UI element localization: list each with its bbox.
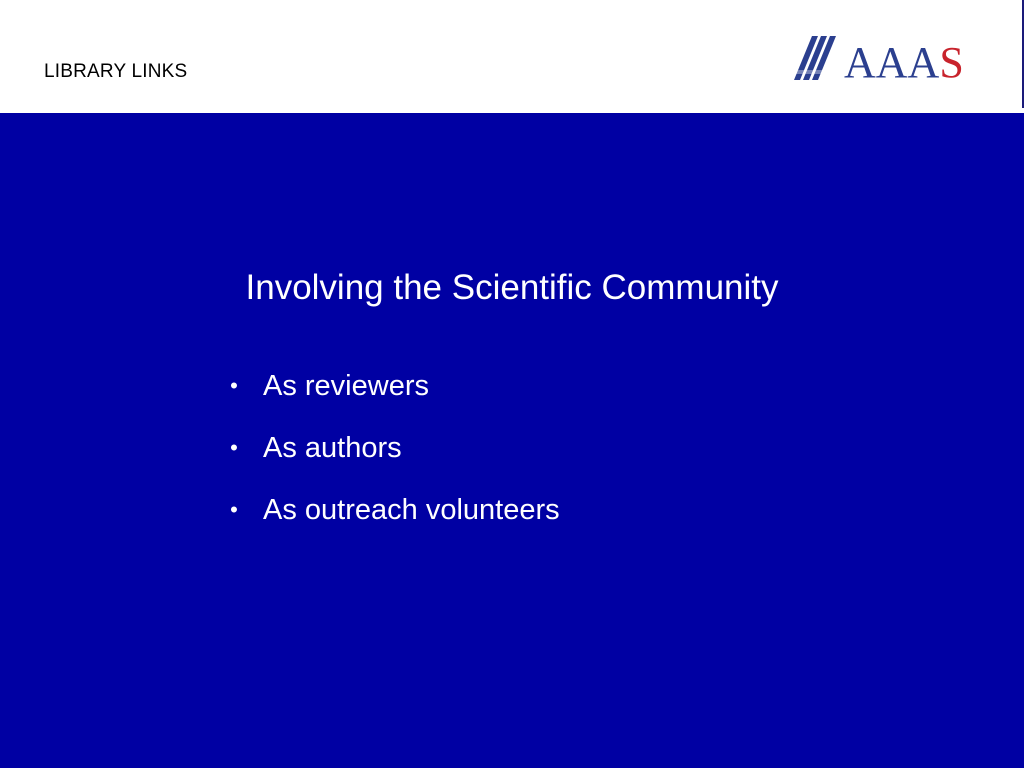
bullet-text: As outreach volunteers — [263, 494, 560, 526]
aaas-logo — [794, 36, 964, 87]
aaas-logo-accent: S — [939, 38, 964, 87]
slide-header — [0, 0, 1024, 113]
bullet-text: As reviewers — [263, 370, 429, 402]
slide-title: Involving the Scientific Community — [245, 268, 779, 307]
library-links-label: LIBRARY LINKS — [44, 61, 188, 82]
bullet-icon: • — [230, 497, 238, 522]
bullet-icon: • — [230, 435, 238, 460]
bullet-text: As authors — [263, 432, 402, 464]
aaas-logo-text: AAAS — [844, 38, 964, 87]
slide-body — [0, 113, 1024, 768]
aaas-logo-mark — [794, 36, 836, 80]
bullet-icon: • — [230, 373, 238, 398]
aaas-logo-icon — [794, 36, 964, 87]
